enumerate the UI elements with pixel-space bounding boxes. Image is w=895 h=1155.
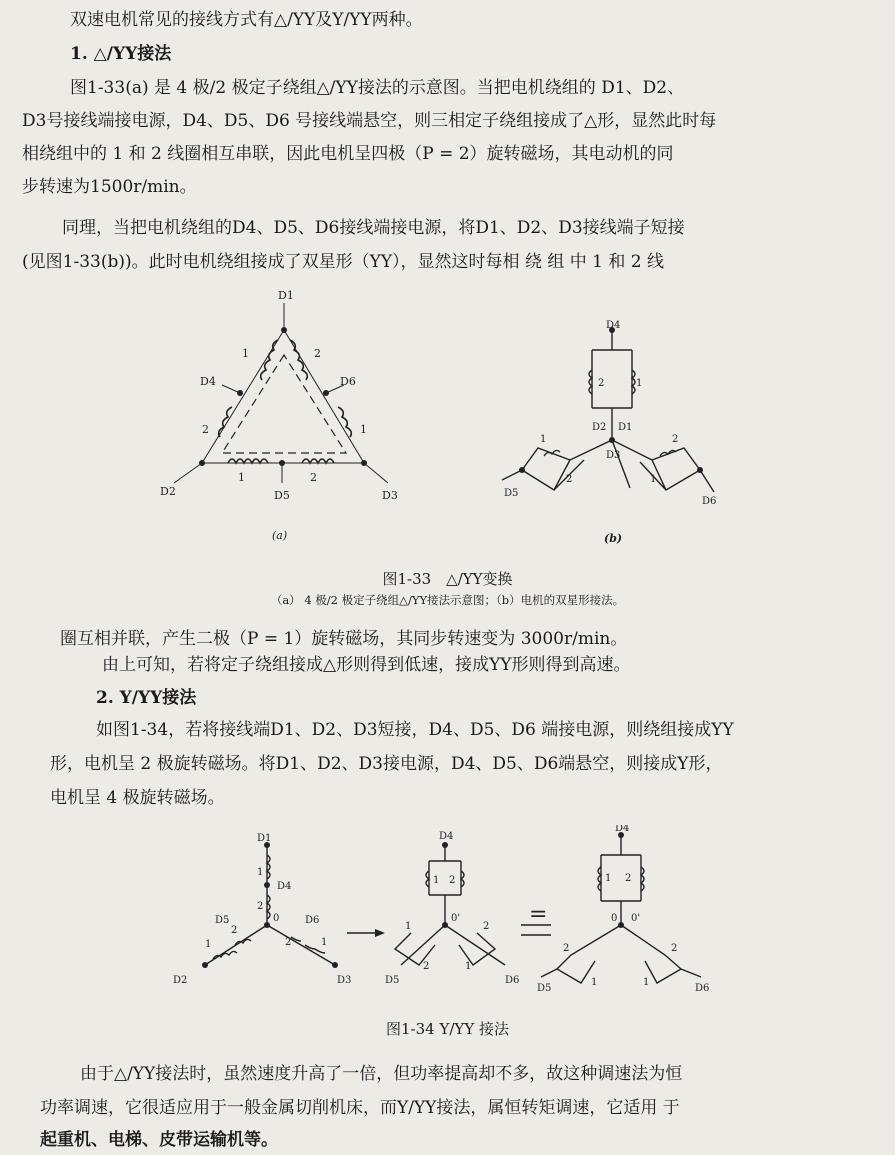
coil-label: 2 [566,474,573,485]
terminal-label: D5 [537,983,552,994]
coil-label: 1 [242,347,249,360]
coil-label: 1 [205,939,212,950]
text-line: 如图1-34，若将接线端D1、D2、D3短接，D4、D5、D6 端接电源，则绕组接成YY [96,720,734,740]
terminal-label: D2 [160,485,176,498]
text-line: 同理，当把电机绕组的D4、D5、D6接线端接电源，将D1、D2、D3接线端子短接 [62,218,685,238]
terminal-label: D1 [278,289,294,302]
terminal-label: D6 [505,975,520,986]
coil-label: 2 [449,875,456,886]
center-label: 0 [611,913,618,924]
text-line: 功率调速，它很适应用于一般金属切削机床，而Y/YY接法，属恒转矩调速，它适用 于 [40,1098,680,1118]
figure-label: (a) [272,529,288,542]
center-label: 0' [451,913,461,924]
figure-subcaption: （a） 4 极/2 极定子绕组△/YY接法示意图；（b）电机的双星形接法。 [270,593,625,607]
text-line: 相绕组中的 1 和 2 线圈相互串联，因此电机呈四极（P = 2）旋转磁场，其电动机的同 [22,144,674,164]
coil-label: 2 [231,925,238,936]
coil-label: 1 [360,423,367,436]
terminal-label: D4 [606,320,621,331]
coil-label: 2 [257,901,264,912]
coil-label: 1 [238,471,245,484]
coil-label: 1 [636,378,643,389]
text-line: 由上可知，若将定子绕组接成△形则得到低速，接成YY形则得到高速。 [102,655,631,675]
terminal-label: D4 [439,831,454,842]
coil-label: 2 [598,378,605,389]
figure-caption: 图1-33 △/YY变换 [382,570,513,588]
coil-label: 2 [202,423,209,436]
figure-1-34 [165,825,725,995]
terminal-label: D1 [257,833,272,844]
coil-label: 1 [540,434,547,445]
figure-1-33a [150,285,420,545]
coil-label: 1 [465,961,472,972]
center-label: 0 [273,913,280,924]
coil-label: 1 [257,867,264,878]
coil-label: 2 [483,921,490,932]
text-line: (见图1-33(b))。此时电机绕组接成了双星形（YY），显然这时每相 绕 组 中 1 和 2 线 [22,252,665,272]
text-line: 起重机、电梯、皮带运输机等。 [40,1130,278,1150]
terminal-label: D6 [305,915,320,926]
terminal-label: D2 [173,975,188,986]
terminal-label: D5 [274,489,290,502]
coil-label: 2 [563,943,570,954]
coil-label: 1 [321,937,328,948]
terminal-label: D4 [200,375,216,388]
figure-1-33b [500,320,730,550]
text-line: 双速电机常见的接线方式有△/YY及Y/YY两种。 [70,10,423,30]
text-line: 步转速为1500r/min。 [22,177,197,197]
terminal-label: D6 [695,983,710,994]
coil-label: 1 [405,921,412,932]
terminal-label: D3 [337,975,352,986]
coil-label: 2 [671,943,678,954]
text-line: 图1-33(a) 是 4 极/2 极定子绕组△/YY接法的示意图。当把电机绕组的 D1、D2、 [70,78,685,98]
coil-label: 2 [285,937,292,948]
coil-label: 2 [314,347,321,360]
terminal-label: D6 [702,496,717,507]
coil-label: 1 [643,977,650,988]
coil-label: 1 [591,977,598,988]
figure-label: (b) [604,532,623,545]
coil-label: 2 [672,434,679,445]
text-line: 电机呈 4 极旋转磁场。 [50,788,225,808]
coil-label: 2 [310,471,317,484]
section-heading: 2. Y/YY接法 [96,688,197,708]
terminal-label: D3 [606,450,621,461]
coil-label: 2 [423,961,430,972]
text-line: 由于△/YY接法时，虽然速度升高了一倍，但功率提高却不多，故这种调速法为恒 [80,1064,683,1084]
terminal-label: D5 [504,488,519,499]
coil-label: 2 [625,873,632,884]
text-line: 形，电机呈 2 极旋转磁场。将D1、D2、D3接电源，D4、D5、D6端悬空，则接成Y形， [50,754,723,774]
text-line: D3号接线端接电源，D4、D5、D6 号接线端悬空，则三相定子绕组接成了△形，显然此时每 [22,111,717,131]
terminal-label: D5 [385,975,400,986]
center-label: 0' [631,913,641,924]
terminal-label: D1 [618,422,633,433]
coil-label: 1 [605,873,612,884]
terminal-label: D4 [277,881,292,892]
coil-label: 1 [433,875,440,886]
terminal-label: D5 [215,915,230,926]
equals-sign: = [529,902,548,927]
figure-caption: 图1-34 Y/YY 接法 [386,1020,509,1038]
terminal-label: D3 [382,489,398,502]
coil-label: 1 [650,474,657,485]
text-line: 圈互相并联，产生二极（P = 1）旋转磁场，其同步转速变为 3000r/min。 [60,629,628,649]
terminal-label: D6 [340,375,356,388]
terminal-label: D4 [615,825,630,834]
section-heading: 1. △/YY接法 [70,44,172,64]
terminal-label: D2 [592,422,607,433]
